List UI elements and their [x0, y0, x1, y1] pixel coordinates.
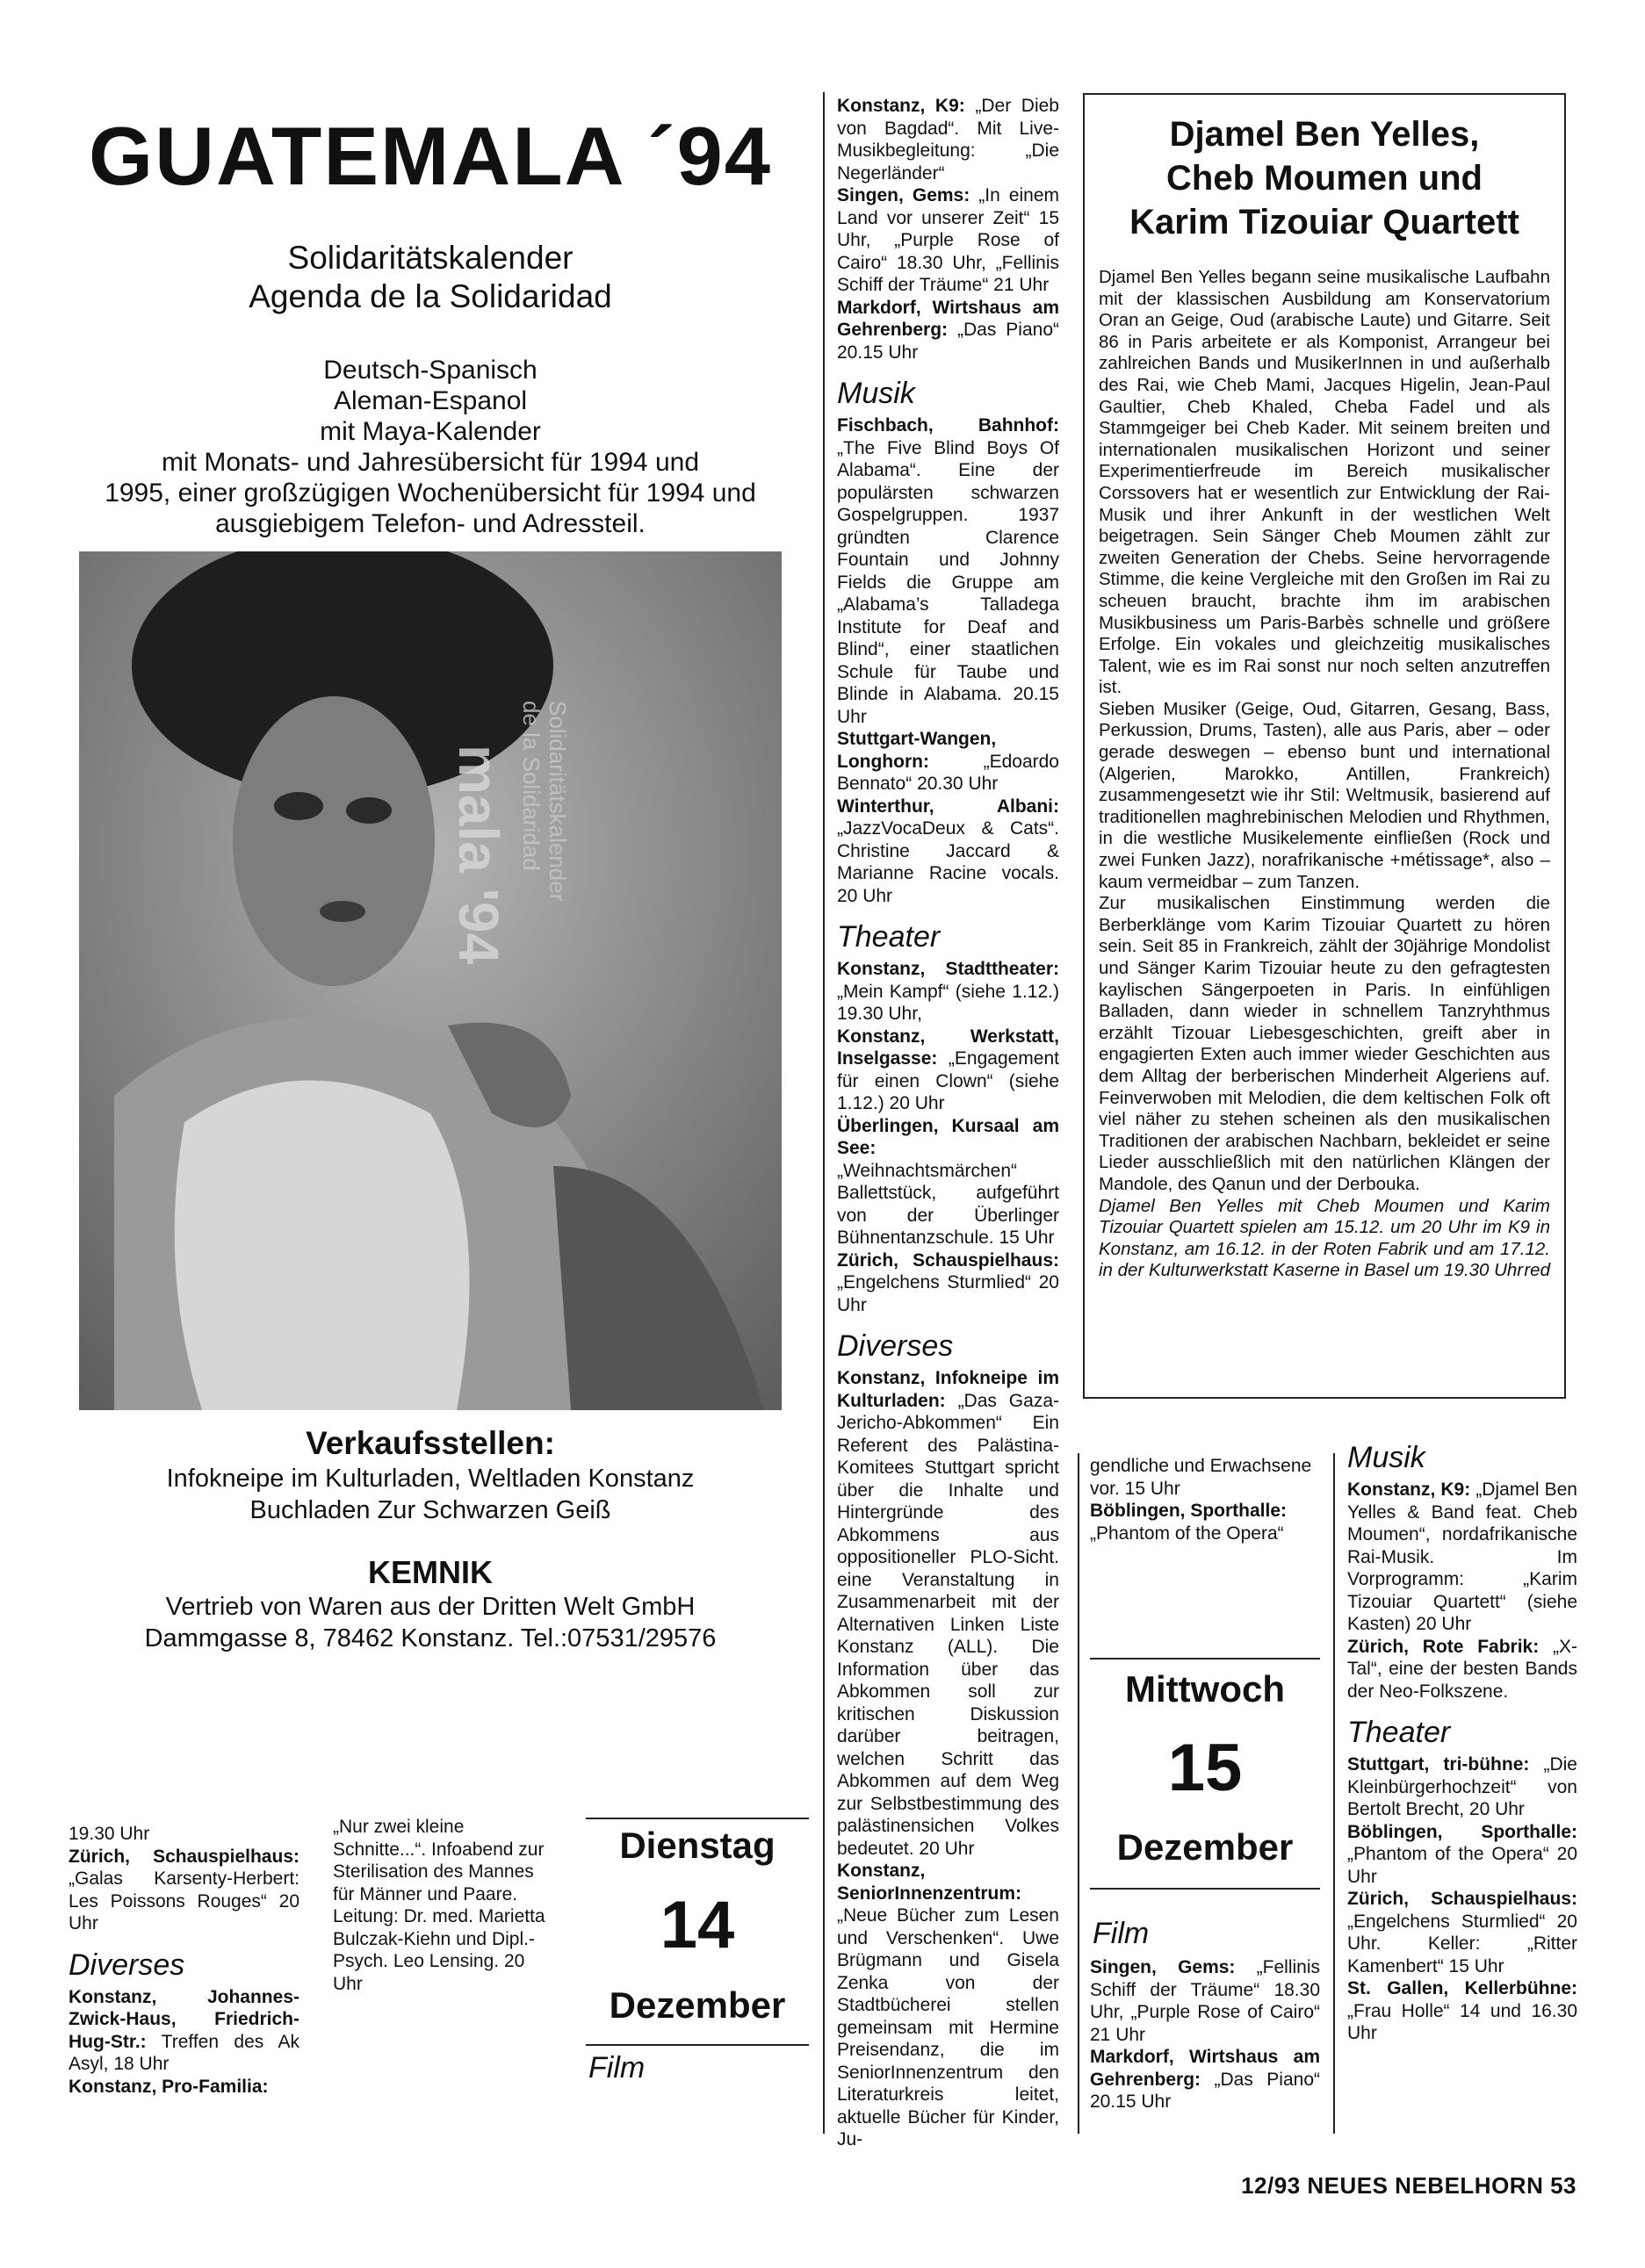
ad-desc-line: Aleman-Espanol: [333, 386, 528, 415]
sales-heading: Verkaufsstellen:: [306, 1425, 555, 1461]
ad-desc-line: Deutsch-Spanisch: [323, 356, 538, 385]
listing-venue: Überlingen, Kursaal am See:: [837, 1115, 1059, 1158]
ad-kemnik: [61, 1554, 799, 1654]
listings-column-3: [837, 95, 1059, 2151]
kemnik-line: Vertrieb von Waren aus der Dritten Welt GmbH: [165, 1593, 696, 1621]
ad-title: GUATEMALA ´94: [89, 110, 772, 202]
listing-venue: St. Gallen, Kellerbühne:: [1347, 1978, 1577, 1998]
listing-text: „The Five Blind Boys Of Alabama“. Eine der populärsten schwarzen Gospelgruppen. 1937 gründten Clarence Fountain und Johnny Fields die Gruppe am „Alabama’s Talladega Institute for Deaf and Blind“, einer staatlichen Schule für Taube und Blinde in Alabama. 20.15 Uhr: [837, 437, 1059, 727]
listing-entry: [1347, 1888, 1577, 1977]
listing-entry: [1090, 1500, 1316, 1544]
listing-entry: [1090, 1455, 1316, 1500]
kemnik-line: Dammgasse 8, 78462 Konstanz. Tel.:07531/29576: [144, 1624, 717, 1652]
date-day: Dienstag: [619, 1825, 776, 1866]
article-title-2: Cheb Moumen und: [1166, 159, 1483, 198]
listing-entry: [837, 728, 1059, 796]
article-paragraph: Djamel Ben Yelles begann seine musikalische Laufbahn mit der klassischen Ausbildung am Konservatorium Oran an Geige, Oud (arabische Laute) und Gitarre. Seit 86 in Paris arbeitete er als Komponist, Arrangeur bei zahlreichen Bands und MusikerInnen in und außerhalb des Rai, wie Cheb Mami, Jacques Higelin, Jean-Paul Gaultier, Cheb Khaled, Cheba Fadel und als Stammgeiger bei Cheb Kader. Mit seinem breiten und internationalen musikalischen Horizont und seiner Experimentierfreude im Bereich musikalischer Corssovers hat er wesentlich zur Entwicklung der Rai-Musik und ihrer Ankunft in der westlichen Welt beigetragen. Sein Sänger Cheb Moumen zählt zur zweiten Generation der Chebs. Seine hervorragende Stimme, die keine Vergleiche mit den Großen im Rai zu scheuen braucht, brachte ihm im arabischen Musikbusiness um Paris-Barbès schnelle und größere Erfolge. Ein vokales und gleichzeitig musikalisches Talent, wie es im Rai sonst nur noch selten anzutreffen ist.: [1099, 267, 1550, 698]
article-box: [1083, 93, 1566, 1399]
article-title-1: Djamel Ben Yelles,: [1169, 115, 1480, 154]
listings-column-4-film: [1090, 1956, 1320, 2113]
listing-venue: Zürich, Rote Fabrik:: [1347, 1636, 1540, 1657]
listing-venue: Böblingen, Sporthalle:: [1347, 1821, 1577, 1842]
sales-line: Infokneipe im Kulturladen, Weltladen Konstanz: [166, 1465, 695, 1493]
listing-text: „Engelchens Sturmlied“ 20 Uhr. Keller: „Ritter Kamenbert“ 15 Uhr: [1347, 1911, 1577, 1976]
listing-venue: Konstanz, Pro-Familia:: [69, 2076, 269, 2097]
listings-column-5: [1347, 1440, 1577, 2045]
listing-text: „Frau Holle“ 14 und 16.30 Uhr: [1347, 2000, 1577, 2043]
listing-entry: [837, 1367, 1059, 1860]
listing-entry: [69, 1823, 299, 1846]
ad-desc-line: mit Monats- und Jahresübersicht für 1994 und: [162, 448, 699, 477]
section-heading: Theater: [837, 920, 941, 954]
listing-entry: [837, 958, 1059, 1026]
listing-entry: [1347, 1636, 1577, 1703]
listing-entry: [69, 2076, 299, 2099]
article-closing: Djamel Ben Yelles mit Cheb Moumen und Karim Tizouiar Quartett spielen am 15.12. um 20 Uhr im K9 in Konstanz, am 16.12. in der Roten Fabrik und am 17.12. in der Kulturwerkstatt Kaserne in Basel um 19.30 Uhr: [1099, 1195, 1550, 1281]
listing-text: „Neue Bücher zum Lesen und Verschenken“. Uwe Brügmann und Gisela Zenka von der Stadtbücherei stellen gemeinsam mit Hermine Preisendanz, die im SeniorInnenzentrum den Literaturkreis leitet, aktuelle Bücher für Kinder, Ju-: [837, 1905, 1059, 2149]
article-body: [1099, 267, 1550, 1282]
column-rule: [1078, 1453, 1079, 2134]
listing-text: Treffen des Ak Asyl, 18 Uhr: [69, 2031, 299, 2074]
listing-venue: Markdorf, Wirtshaus am Gehrenberg:: [837, 297, 1059, 340]
listing-entry: [837, 297, 1059, 364]
listing-venue: Konstanz, SeniorInnenzentrum:: [837, 1861, 1022, 1904]
sales-line: Buchladen Zur Schwarzen Geiß: [249, 1496, 611, 1524]
article-paragraph: [1099, 1196, 1550, 1282]
listing-text: „Das Gaza-Jericho-Abkommen“ Ein Referent des Palästina-Komitees Stuttgart spricht über die Inhalte und Hintergründe des Abkommens aus oppositioneller PLO-Sicht. eine Veranstaltung in Zusammenarbeit mit der Alternativen Linken Liste Konstanz (ALL). Die Information über das Abkommen soll zur kritischen Diskussion darüber beitragen, welchen Schritt das Abkommen auf dem Weg zur Selbstbestimmung des palästinensichen Volkes bedeutet. 20 Uhr: [837, 1390, 1059, 1859]
listing-entry: [1347, 1977, 1577, 2045]
section-heading: Musik: [837, 377, 915, 410]
listing-entry: [837, 95, 1059, 184]
article-paragraph: Sieben Musiker (Geige, Oud, Gitarren, Gesang, Bass, Perkussion, Drums, Tasten), alle aus Paris, aber – oder gerade deswegen – ebenso bunt und international (Algerien, Marokko, Antillen, Frankreich) zusammengesetzt wie ihr Stil: Weltmusik, basierend auf traditionellen maghrebinischen Melodien und Rhythmen, in die westliche Musikelemente einfließen (Rock und zwei Funken Jazz), norafrikanische +métissage*, also – kaum vermeidbar – zum Tanzen.: [1099, 698, 1550, 892]
section-heading: Musik: [1347, 1441, 1425, 1474]
date-block-15: [1090, 1660, 1320, 1877]
article-signature: red: [1524, 1260, 1550, 1281]
listing-text: „Weihnachtsmärchen“ Ballettstück, aufgeführt von der Überlinger Bühnentanzschule. 15 Uhr: [837, 1160, 1059, 1248]
ad-subtitle-2: Agenda de la Solidaridad: [249, 278, 612, 314]
listing-entry: [69, 1986, 299, 2076]
listing-venue: Böblingen, Sporthalle:: [1090, 1501, 1287, 1521]
date-day: Mittwoch: [1125, 1668, 1285, 1710]
listings-bottom-col-2: [333, 1816, 558, 1995]
listing-venue: Konstanz, Johannes-Zwick-Haus, Friedrich-Hug-Str.:: [69, 1986, 299, 2052]
ad-desc-line: 1995, einer großzügigen Wochenübersicht für 1994 und: [105, 479, 756, 508]
listing-entry: [837, 184, 1059, 297]
listing-venue: Konstanz, Infokneipe im Kulturladen:: [837, 1368, 1059, 1411]
listing-text: „Die Kleinbürgerhochzeit“ von Bertolt Brecht, 20 Uhr: [1347, 1754, 1577, 1819]
date-month: Dezember: [1116, 1826, 1294, 1868]
listing-venue: Markdorf, Wirtshaus am Gehrenberg:: [1090, 2047, 1320, 2090]
photo-overlay-small: [518, 701, 571, 901]
listing-text: „Phantom of the Opera“: [1090, 1523, 1284, 1544]
date15-section-film: Film: [1093, 1917, 1150, 1950]
listing-text: „Mein Kampf“ (siehe 1.12.) 19.30 Uhr,: [837, 981, 1059, 1024]
listing-text: „Das Piano“ 20.15 Uhr: [1090, 2069, 1320, 2112]
photo-overlay-text: [448, 745, 509, 964]
article-title: [1099, 112, 1550, 244]
listing-entry: [837, 1026, 1059, 1115]
listing-entry: [837, 796, 1059, 908]
listing-text: „JazzVocaDeux & Cats“. Christine Jaccard & Marianne Racine vocals. 20 Uhr: [837, 818, 1059, 906]
ad-sales: [79, 1424, 782, 1526]
photo-overlay-1: mala '94: [447, 745, 510, 965]
listing-entry: [1090, 1956, 1320, 2046]
ad-subtitle: [79, 239, 782, 316]
listings-bottom-col-1: [69, 1823, 299, 2098]
article-title-3: Karim Tizouiar Quartett: [1129, 203, 1519, 241]
listing-text: „Edoardo Bennato“ 20.30 Uhr: [837, 751, 1059, 794]
listing-text: „Der Dieb von Bagdad“. Mit Live-Musikbegleitung: „Die Negerländer“: [837, 96, 1059, 184]
listing-venue: Singen, Gems:: [837, 185, 970, 205]
photo-overlay-3: de la Solidaridad: [518, 701, 545, 871]
listing-venue: Stuttgart-Wangen, Longhorn:: [837, 729, 997, 772]
listing-entry: [1347, 1479, 1577, 1636]
listing-venue: Zürich, Schauspielhaus:: [1347, 1889, 1577, 1909]
page-footer: 12/93 NEUES NEBELHORN 53: [1241, 2172, 1576, 2199]
listing-text: „X-Tal“, eine der besten Bands der Neo-Folkszene.: [1347, 1636, 1577, 1702]
section-heading: Diverses: [69, 1948, 185, 1982]
listing-entry: [837, 1115, 1059, 1249]
listing-text: „Phantom of the Opera“ 20 Uhr: [1347, 1844, 1577, 1887]
column-rule: [823, 92, 825, 2134]
listing-venue: Singen, Gems:: [1090, 1957, 1236, 1977]
listing-entry: [837, 1860, 1059, 2151]
listing-entry: [1090, 2046, 1320, 2113]
listing-entry: [333, 1816, 558, 1995]
date-rule: [586, 2044, 809, 2046]
listing-venue: Konstanz, Werkstatt, Inselgasse:: [837, 1026, 1059, 1069]
date-number: 15: [1167, 1731, 1243, 1805]
ad-desc-line: mit Maya-Kalender: [320, 417, 541, 446]
ad-description: [53, 355, 808, 539]
listing-venue: Stuttgart, tri-bühne:: [1347, 1754, 1530, 1775]
listing-entry: [1347, 1821, 1577, 1889]
listing-text: „Galas Karsenty-Herbert: Les Poissons Rouges“ 20 Uhr: [69, 1868, 299, 1933]
listing-text: „Djamel Ben Yelles & Band feat. Cheb Moumen“, nordafrikanische Rai-Musik. Im Vorprogramm: „Karim Tizouiar Quartett“ (siehe Kasten) 20 Uhr: [1347, 1480, 1577, 1634]
ad-photo: [79, 551, 782, 1410]
listing-venue: Konstanz, K9:: [837, 96, 965, 116]
listing-entry: [1347, 1753, 1577, 1821]
listing-text: „Das Piano“ 20.15 Uhr: [837, 320, 1059, 363]
listing-text: „Fellinis Schiff der Träume“ 18.30 Uhr, „Purple Rose of Cairo“ 21 Uhr: [1090, 1957, 1320, 2045]
ad-subtitle-1: Solidaritätskalender: [287, 240, 574, 276]
date14-section-film: Film: [588, 2051, 646, 2084]
listing-text: „Nur zwei kleine Schnitte...“. Infoabend zur Sterilisation des Mannes für Männer und Paare. Leitung: Dr. med. Marietta Bulczak-Kiehn und Dipl.-Psych. Leo Lensing. 20 Uhr: [333, 1817, 545, 1994]
kemnik-heading: KEMNIK: [368, 1554, 493, 1590]
listing-entry: [837, 1249, 1059, 1317]
article-paragraph: Zur musikalischen Einstimmung werden die Berberklänge vom Karim Tizouiar Quartett zu hören sein. Seit 85 in Frankreich, zählt der 30jährige Mondolist und Sänger Karim Tizouiar heute zu den gefragtesten kaylischen Sängerpoeten in Paris. In einfühligen Balladen, dann wieder in schnellem Tanzryhthmus erzählt Tizouar Liebesgeschichten, greift aber in engagierten Exten auch immer wieder Geschichten aus dem Alltag der berberischen Minderheit Algeriens auf. Feinverwoben mit Melodien, die dem keltischen Folk oft viel näher zu stehen scheinen als den musikalischen Traditionen der arabischen Nachbarn, bekleidet er seine Lieder ausschließlich mit den natürlichen Klängen der Mandole, des Qanun und der Derbouka.: [1099, 893, 1550, 1194]
date-number: 14: [660, 1888, 735, 1962]
listing-venue: Winterthur, Albani:: [837, 796, 1059, 817]
listing-text: 19.30 Uhr: [69, 1824, 150, 1844]
listing-entry: [837, 414, 1059, 728]
date-month: Dezember: [609, 1984, 786, 2026]
date-block-14: [586, 1819, 809, 2032]
listing-text: gendliche und Erwachsene vor. 15 Uhr: [1090, 1456, 1312, 1499]
listings-column-4: [1090, 1455, 1316, 1544]
portrait-illustration: [79, 551, 782, 1410]
listing-entry: [69, 1846, 299, 1935]
section-heading: Diverses: [837, 1329, 954, 1363]
photo-overlay-2: Solidaritätskalender: [545, 701, 571, 902]
column-rule: [1333, 1453, 1335, 2134]
section-heading: Theater: [1347, 1716, 1451, 1749]
listing-venue: Zürich, Schauspielhaus:: [69, 1846, 299, 1867]
listing-text: „Engagement für einen Clown“ (siehe 1.12.) 20 Uhr: [837, 1048, 1059, 1113]
date-rule: [1090, 1888, 1320, 1890]
listing-venue: Zürich, Schauspielhaus:: [837, 1249, 1059, 1271]
listing-text: „In einem Land vor unserer Zeit“ 15 Uhr, „Purple Rose of Cairo“ 18.30 Uhr, „Fellinis Schiff der Träume“ 21 Uhr: [837, 185, 1060, 295]
listing-venue: Konstanz, Stadttheater:: [837, 959, 1059, 979]
ad-desc-line: ausgiebigem Telefon- und Adressteil.: [215, 509, 646, 538]
listing-text: „Engelchens Sturmlied“ 20 Uhr: [837, 1272, 1059, 1315]
listing-venue: Konstanz, K9:: [1347, 1480, 1471, 1500]
listing-venue: Fischbach, Bahnhof:: [837, 415, 1059, 436]
